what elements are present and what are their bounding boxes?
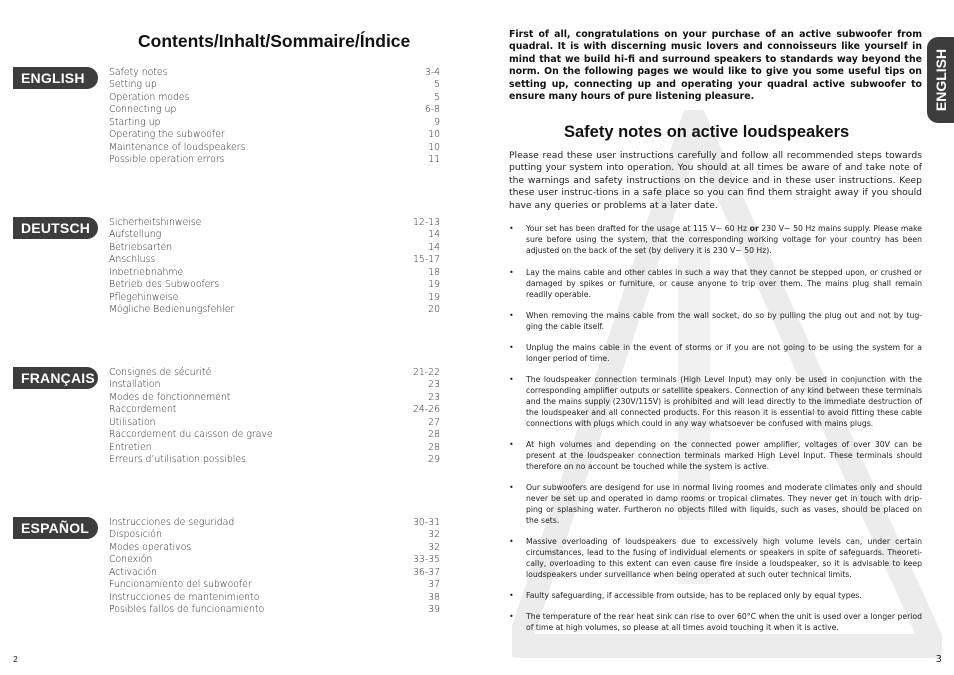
toc-entry: Mögliche Bedienungsfehler 20 — [109, 304, 440, 316]
toc-entry: Connecting up 6-8 — [109, 104, 440, 116]
language-tab-deutsch: DEUTSCH — [13, 217, 98, 239]
toc-list-espanol — [109, 517, 440, 617]
toc-list-deutsch — [109, 217, 440, 317]
toc-entry: Modes operativos 32 — [109, 541, 440, 553]
safety-bullet: • Faulty safeguarding, if accessible from outside, has to be replaced only by equal types. — [509, 590, 922, 601]
toc-entry: Anschluss 15-17 — [109, 254, 440, 266]
toc-entry: Activación 36-37 — [109, 566, 440, 578]
toc-entry: Raccordement 24-26 — [109, 404, 440, 416]
toc-list-francais — [109, 367, 440, 467]
toc-entry: Raccordement du caisson de grave 28 — [109, 429, 440, 441]
toc-entry: Betriebsarten 14 — [109, 241, 440, 253]
toc-entry: Disposición 32 — [109, 529, 440, 541]
toc-entry: Modes de fonctionnement 23 — [109, 391, 440, 403]
toc-entry: Posibles fallos de funcionamiento 39 — [109, 604, 440, 616]
safety-bullet: • Our subwoofers are desigend for use in normal living roomes and moderate climates only and should never be set up and operated in damp rooms or tropical climates. They never get in touch with drip-ping or splashing water. Furtheron no objects filled with liquids, such as vases, should be placed on the sets. — [509, 482, 922, 526]
toc-entry: Funcionamiento del subwoofer 37 — [109, 579, 440, 591]
toc-entry: Consignes de sécurité 21-22 — [109, 367, 440, 378]
language-tab-english: ENGLISH — [13, 67, 98, 89]
toc-entry: Starting up 9 — [109, 116, 440, 128]
language-tab-espanol: ESPAÑOL — [13, 517, 98, 539]
safety-bullet: • When removing the mains cable from the wall socket, do so by pulling the plug out and not by tug-ging the cable itself. — [509, 310, 922, 332]
toc-entry: Setting up 5 — [109, 79, 440, 91]
toc-entry: Instrucciones de seguridad 30-31 — [109, 517, 440, 528]
toc-entry: Maintenance of loudspeakers 10 — [109, 141, 440, 153]
toc-entry: Entretien 28 — [109, 441, 440, 453]
language-tab-francais: FRANÇAIS — [13, 367, 98, 389]
toc-entry: Safety notes 3-4 — [109, 67, 440, 78]
toc-entry: Inbetriebnahme 18 — [109, 266, 440, 278]
safety-notes-heading: Safety notes on active loudspeakers — [564, 123, 850, 141]
toc-entry: Utilisation 27 — [109, 416, 440, 428]
toc-entry: Erreurs d’utilisation possibles 29 — [109, 454, 440, 466]
toc-list-english — [109, 67, 440, 167]
safety-intro-paragraph: Please read these user instructions carefully and follow all recommended steps towards putting your system into operation. You should at all times be aware of and take note of the warnings and safety instructions on the device and in these user instructions. Keep these user instruc-tions in a safe place so you can find them straight away if you should have any queries or problems at a later date. — [509, 150, 922, 211]
toc-entry: Conexión 33-35 — [109, 554, 440, 566]
page-number-left: 2 — [13, 655, 19, 664]
toc-entry: Operating the subwoofer 10 — [109, 129, 440, 141]
toc-entry: Operation modes 5 — [109, 91, 440, 103]
toc-entry: Pflegehinweise 19 — [109, 291, 440, 303]
safety-bullet: • Unplug the mains cable in the event of storms or if you are not going to be using the system for a longer period of time. — [509, 342, 922, 364]
page-number-right: 3 — [935, 654, 942, 665]
right-page — [477, 0, 954, 675]
toc-entry: Possible operation errors 11 — [109, 154, 440, 166]
safety-bullet: • Massive overloading of loudspeakers due to excessively high volume levels can, under certain circumstances, lead to the fusing of individual elements or speakers in spite of safeguards. Theoreti-cally, overloading to this extent can even cause fire inside a loudspeaker, so it is advisable to keep loudspeakers under surveillance when being operated at such outer technical limits. — [509, 536, 922, 580]
safety-bullet: • At high volumes and depending on the connected power amplifier, voltages of over 30V can be present at the loudspeaker connection terminals marked High Level Input. These terminals should therefore on no account be touched while the system is active. — [509, 439, 922, 472]
toc-entry: Aufstellung 14 — [109, 229, 440, 241]
toc-entry: Instrucciones de mantenimiento 38 — [109, 591, 440, 603]
toc-entry: Sicherheitshinweise 12-13 — [109, 217, 440, 228]
intro-paragraph: First of all, congratulations on your purchase of an active subwoofer from quadral. It is with discerning music lovers and connoisseurs like yourself in mind that we build hi-fi and surround speakers to standards way beyond the norm. On the following pages we would like to give you some useful tips on setting up, connecting up and operating your quadral active subwoofer to ensure many hours of pure listening pleasure. — [509, 29, 922, 103]
toc-entry: Installation 23 — [109, 379, 440, 391]
safety-bullet: • Your set has been drafted for the usage at 115 V~ 60 Hz or 230 V~ 50 Hz mains supply. Please make sure before using the system, that the corresponding working voltage for your country has been adjusted on the back of the set (by delivery it is 230 V~ 50 Hz). — [509, 223, 922, 256]
safety-bullet: • The loudspeaker connection terminals (High Level Input) may only be used in conjunction with the corresponding amplifier outputs or satellite speakers. Connection of any kind between these terminals and the mains supply (230V/115V) is prohibited and will lead directly to the immediate destruction of the loudspeaker and all connected products. For this reason it is essential to avoid fitting these cable connections with plugs which could in any way whatsoever be confused with mains plugs. — [509, 374, 922, 429]
contents-title: Contents/Inhalt/Sommaire/Índice — [138, 31, 411, 51]
safety-bullet: • Lay the mains cable and other cables in such a way that they cannot be stepped upon, or crushed or damaged by spikes or furniture, or cause anyone to trip over them. The mains plug shall remain readily operable. — [509, 267, 922, 300]
language-tab-english-vertical: ENGLISH — [927, 37, 954, 123]
safety-bullet-list — [509, 223, 922, 633]
safety-bullet: • The temperature of the rear heat sink can rise to over 60°C when the unit is used over a longer period of time at high volumes, so please at all times avoid touching it when it is active. — [509, 611, 922, 633]
toc-entry: Betrieb des Subwoofers 19 — [109, 279, 440, 291]
